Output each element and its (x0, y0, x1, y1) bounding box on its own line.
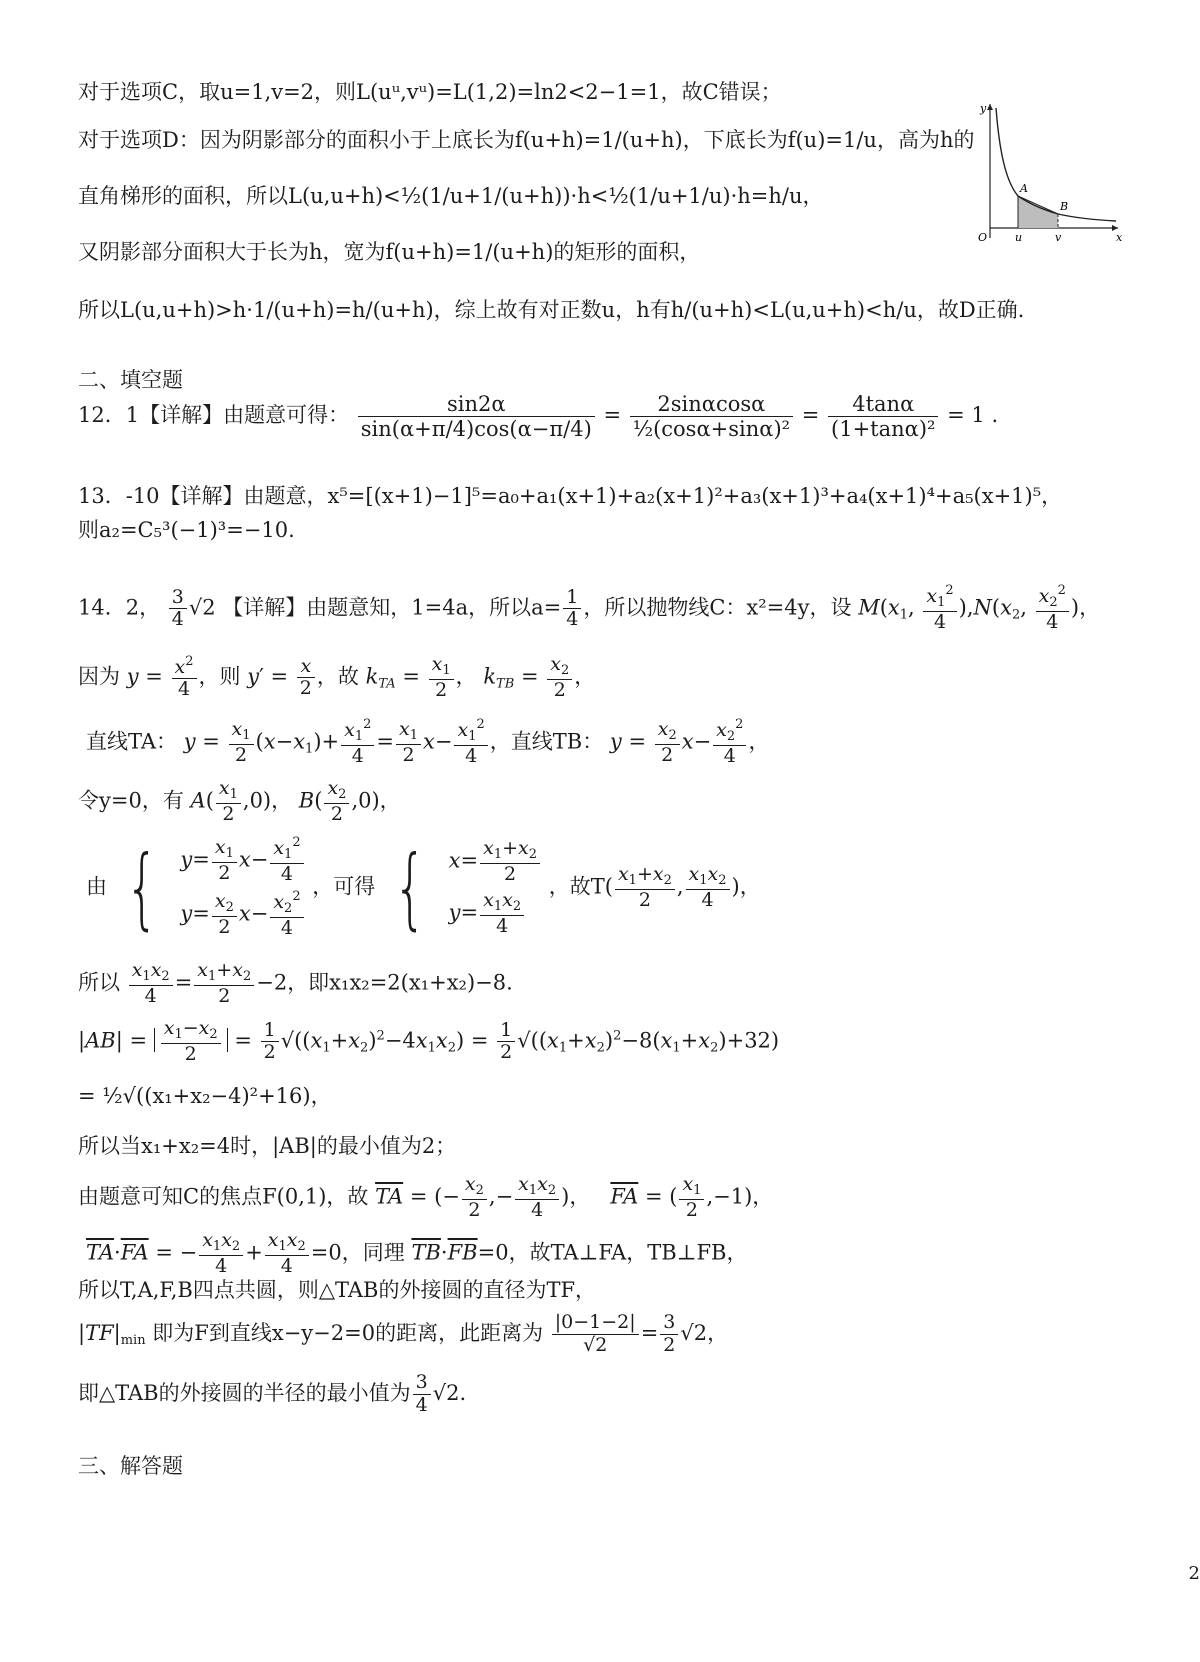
q12-line: 12．1【详解】由题意可得： $\frac{\sin 2\alpha}{\sin(\alpha+\pi/4)\cos(\alpha-\pi/4)}$ = $\frac{2\sin\alpha\cos\alpha}{\text{½(cosα+sinα)²}}$ = $\frac{4\tan\alpha}{\text{(1+tanα)²}}$ = 1 . (78, 392, 999, 442)
q12-frac2-num: 2sinαcosα (630, 392, 793, 417)
q14-l6-a: 所以 (78, 970, 120, 995)
graph-u-label: u (1015, 231, 1023, 244)
q14-l3-b: ，直线TB： (489, 729, 604, 754)
graph-v-label: v (1055, 231, 1062, 244)
q14-sys-a: 由 (86, 874, 107, 899)
option-d-line2: 直角梯形的面积，所以L(u,u+h)<½(1/u+1/(u+h))·h<½(1/u+1/u)·h=h/u， (78, 184, 824, 208)
q12-frac3: $\frac{4\tan\alpha}{\text{(1+tanα)²}}$ (828, 392, 938, 441)
q14-sys-c: ，故T (548, 874, 605, 899)
option-c-text: 对于选项C，取u=1,v=2，则L(uᵘ,vᵘ)=L(1,2)=ln2<2−1=1，故C错误； (78, 80, 782, 104)
graph-a-label: A (1020, 182, 1028, 195)
option-d-line1: 对于选项D：因为阴影部分的面积小于上底长为f(u+h)=1/(u+h)，下底长为f(u)=1/u，高为h的 (78, 128, 975, 152)
q12-frac3-num: 4tanα (828, 392, 938, 417)
graph-origin-label: O (978, 231, 988, 244)
graph-b-label: B (1060, 200, 1069, 213)
q14-line10: 由题意可知C的焦点F(0,1)，故 $\overline{TA}$ = (− $\frac{x_2}{2}$ ,− $\frac{x_1x_2}{4}$ )， $\overline{FA}$ = ( $\frac{x_1}{2}$ ,−1)， (78, 1173, 774, 1221)
q14-line3: 直线TA： y = $\frac{x_1}{2}$ $(x-x_1)+$ $\frac{x_1^2}{4}$ = $\frac{x_1}{2}$ x− $\frac{x_1^2}{4}$ ，直线TB： y = $\frac{x_2}{2}$ x− $\frac{x_2^2}{4}$ ， (86, 717, 770, 767)
q14-text1: 【详解】由题意知，1=4a，所以a= (222, 595, 562, 620)
graph-x-label: x (1116, 231, 1123, 244)
section-answer-heading: 三、解答题 (78, 1454, 183, 1478)
q14-line2: 因为 y = $\frac{x^2}{4}$ ，则 y′ = $\frac{x}{2}$ ，故 $k_{TA}$ = $\frac{x_1}{2}$ ， $k_{TB}$ = $\frac{x_2}{2}$ ， (78, 653, 596, 701)
q14-l2-c: ，故 (316, 664, 359, 689)
q13-line2: 则a₂=C₅³(−1)³=−10. (78, 518, 295, 542)
q14-l14: 即△TAB的外接圆的半径的最小值为 (78, 1380, 411, 1405)
q14-system-line: 由 { y= $\frac{x_1}{2}$ x− $\frac{x_1^2}{4}$ y= $\frac{x_2}{2}$ x− $\frac{x_2^2}{4}$ ，可得 { x= $\frac{x_1+x_2}{2}$ y= $\frac{x_1x_2}{4}$ ，故T( $\frac{x_1+x_2}{2}$ , $\frac{x_1x_2}{4}$ )， (86, 832, 761, 944)
option-d-line3: 又阴影部分面积大于长为h，宽为f(u+h)=1/(u+h)的矩形的面积， (78, 240, 701, 264)
q14-l4: 令y=0，有 (78, 788, 184, 813)
page-number: 2 (1188, 1563, 1200, 1584)
q14-l11-b: ，故TA⊥FA，TB⊥FB， (508, 1240, 748, 1265)
q14-sys-b: ，可得 (312, 874, 376, 899)
q14-l10-a: 由题意可知C的焦点F(0,1)，故 (78, 1184, 369, 1209)
hyperbola-graph (966, 100, 1126, 245)
q14-l13-a: 即为F到直线x−y−2=0的距离，此距离为 (152, 1320, 544, 1345)
q13-line1: 13．-10【详解】由题意，x⁵=[(x+1)−1]⁵=a₀+a₁(x+1)+a₂(x+1)²+a₃(x+1)³+a₄(x+1)⁴+a₅(x+1)⁵， (78, 484, 1063, 508)
q14-l2-a: 因为 (78, 664, 120, 689)
q14-line9: 所以当x₁+x₂=4时，|AB|的最小值为2； (78, 1134, 457, 1158)
q12-end: = 1 . (947, 403, 999, 428)
q14-line4: 令y=0，有 A( $\frac{x_1}{2}$ ,0)， B( $\frac{x_2}{2}$ ,0)， (78, 777, 401, 825)
q14-frac-3-4: $\frac{3}{4}$ (169, 587, 187, 632)
q12-frac1: $\frac{\sin 2\alpha}{\sin(\alpha+\pi/4)\cos(\alpha-\pi/4)}$ (358, 392, 595, 441)
q14-line12: 所以T,A,F,B四点共圆，则△TAB的外接圆的直径为TF， (78, 1278, 597, 1302)
q14-line13: $|TF|_{min}$ 即为F到直线x−y−2=0的距离，此距离为 $\frac{|0-1-2|}{√2}$ = $\frac{3}{2}$ √2， (78, 1311, 729, 1356)
q14-line6: 所以 $\frac{x_1x_2}{4}$ = $\frac{x_1+x_2}{2}$ −2，即x₁x₂=2(x₁+x₂)−8. (78, 959, 513, 1007)
graph-y-label: y (980, 102, 987, 115)
option-d-line4: 所以L(u,u+h)>h·1/(u+h)=h/(u+h)，综上故有对正数u，h有h/(u+h)<L(u,u+h)<h/u，故D正确. (78, 298, 1025, 322)
q14-system1: y= $\frac{x_1}{2}$ x− $\frac{x_1^2}{4}$ y= $\frac{x_2}{2}$ x− $\frac{x_2^2}{4}$ (180, 832, 305, 944)
q14-text2: ，所以抛物线C：x²=4y，设 (583, 595, 852, 620)
q14-line14: 即△TAB的外接圆的半径的最小值为 $\frac{3}{4}$ √2. (78, 1371, 467, 1416)
q14-line7: |AB| = $\frac{x_1-x_2}{2}$ = $\frac{1}{2}$ $√((x_1+x_2)^2-4x_1x_2)$ = $\frac{1}{2}$ $√((x_1+x_2)^2-8(x_1+x_2)+32)$ (78, 1017, 780, 1065)
q14-line11: $\overline{TA}\cdot\overline{FA}$ = − $\frac{x_1x_2}{4}$ + $\frac{x_1x_2}{4}$ =0，同理 $\overline{TB}\cdot\overline{FB}=0$，故TA⊥FA，TB⊥FB， (86, 1229, 748, 1277)
q14-l11-a: ，同理 (341, 1240, 405, 1265)
section-fill-in-heading: 二、填空题 (78, 368, 183, 392)
q14-line8: = ½√((x₁+x₂−4)²+16)， (78, 1084, 332, 1108)
q14-l6-b: ，即x₁x₂=2(x₁+x₂)−8. (287, 970, 513, 995)
q12-head: 12．1【详解】由题意可得： (78, 403, 350, 428)
q12-frac2: $\frac{2\sin\alpha\cos\alpha}{\text{½(cosα+sinα)²}}$ (630, 392, 793, 441)
q14-l2-b: ，则 (198, 664, 241, 689)
q14-l3-a: 直线TA： (86, 729, 178, 754)
q14-line1: 14．2， $\frac{3}{4}$ √2 【详解】由题意知，1=4a，所以a= $\frac{1}{4}$ ，所以抛物线C：x²=4y，设 $M(x_1$, $\frac{x_1^2}{4}$ )$,N(x_2$, $\frac{x_2^2}{4}$ )， (78, 583, 1101, 633)
q12-frac1-num: sin2α (358, 392, 595, 417)
q14-head: 14．2， (78, 595, 161, 620)
q14-frac-1-4: $\frac{1}{4}$ (563, 587, 581, 632)
q14-system2: x= $\frac{x_1+x_2}{2}$ y= $\frac{x_1x_2}{4}$ (449, 834, 542, 942)
